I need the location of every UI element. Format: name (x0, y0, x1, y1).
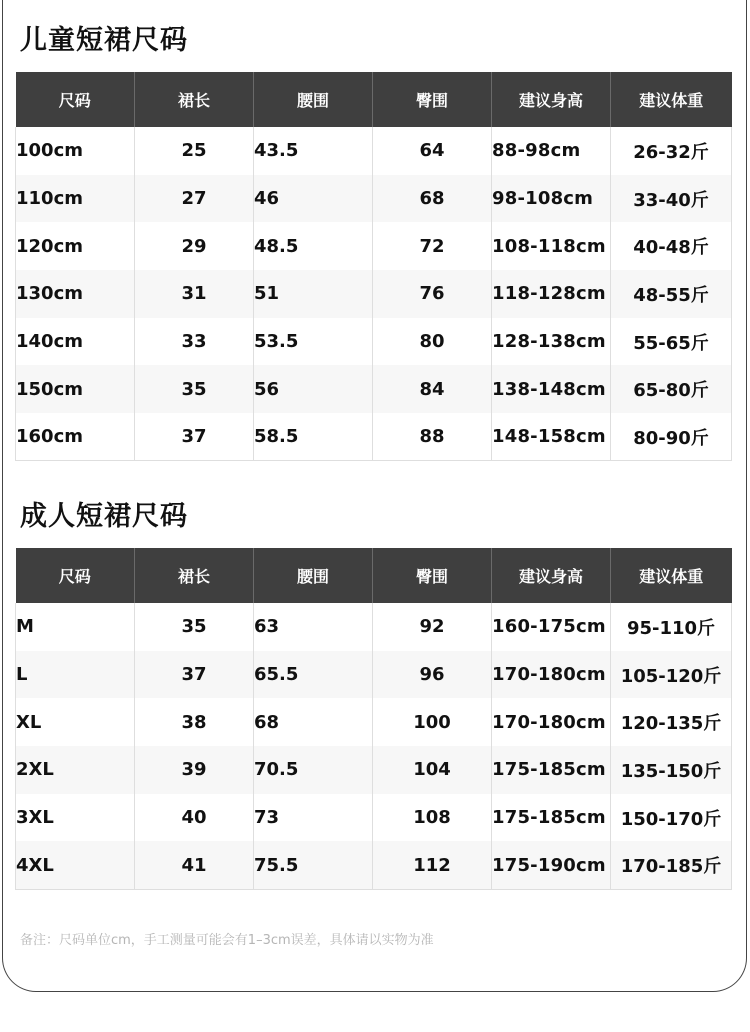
waist-cell: 53.5 (254, 318, 373, 366)
suggested-weight-cell: 65-80斤 (611, 365, 732, 413)
suggested-weight-cell: 33-40斤 (611, 175, 732, 223)
suggested-weight-cell: 80-90斤 (611, 413, 732, 461)
size-cell: 110cm (16, 175, 135, 223)
suggested-weight-cell: 150-170斤 (611, 794, 732, 842)
skirt-length-cell: 41 (135, 841, 254, 889)
table-row (16, 794, 732, 842)
hip-cell: 104 (373, 746, 492, 794)
suggested-weight-cell: 26-32斤 (611, 127, 732, 175)
table-row (16, 603, 732, 651)
size-cell: 130cm (16, 270, 135, 318)
suggested-height-cell: 175-185cm (492, 746, 611, 794)
waist-cell: 65.5 (254, 651, 373, 699)
waist-cell: 68 (254, 698, 373, 746)
suggested-weight-cell: 105-120斤 (611, 651, 732, 699)
hip-cell: 108 (373, 794, 492, 842)
suggested-height-cell: 88-98cm (492, 127, 611, 175)
size-cell: 2XL (16, 746, 135, 794)
waist-cell: 63 (254, 603, 373, 651)
size-cell: XL (16, 698, 135, 746)
hip-cell: 96 (373, 651, 492, 699)
column-header-waist: 腰围 (254, 548, 373, 603)
skirt-length-cell: 40 (135, 794, 254, 842)
suggested-weight-cell: 135-150斤 (611, 746, 732, 794)
table-row (16, 651, 732, 699)
column-header-skirt-length: 裙长 (135, 548, 254, 603)
size-cell: L (16, 651, 135, 699)
column-header-suggested-height: 建议身高 (492, 72, 611, 127)
skirt-length-cell: 35 (135, 603, 254, 651)
waist-cell: 58.5 (254, 413, 373, 461)
column-header-hip: 臀围 (373, 72, 492, 127)
table-row (16, 127, 732, 175)
column-header-suggested-height: 建议身高 (492, 548, 611, 603)
column-header-suggested-weight: 建议体重 (611, 548, 732, 603)
waist-cell: 48.5 (254, 222, 373, 270)
skirt-length-cell: 37 (135, 651, 254, 699)
waist-cell: 73 (254, 794, 373, 842)
table-row (16, 318, 732, 366)
adult-size-table (15, 548, 732, 890)
hip-cell: 88 (373, 413, 492, 461)
waist-cell: 46 (254, 175, 373, 223)
adult-size-chart-title: 成人短裙尺码 (20, 501, 188, 532)
size-cell: 140cm (16, 318, 135, 366)
hip-cell: 80 (373, 318, 492, 366)
suggested-weight-cell: 120-135斤 (611, 698, 732, 746)
table-row (16, 222, 732, 270)
column-header-size: 尺码 (16, 548, 135, 603)
size-cell: 120cm (16, 222, 135, 270)
waist-cell: 75.5 (254, 841, 373, 889)
hip-cell: 68 (373, 175, 492, 223)
size-cell: 100cm (16, 127, 135, 175)
kids-size-chart-title: 儿童短裙尺码 (20, 25, 188, 56)
hip-cell: 72 (373, 222, 492, 270)
measurement-note: 备注：尺码单位cm，手工测量可能会有1–3cm误差，具体请以实物为准 (20, 933, 434, 948)
waist-cell: 43.5 (254, 127, 373, 175)
suggested-height-cell: 170-180cm (492, 651, 611, 699)
suggested-weight-cell: 95-110斤 (611, 603, 732, 651)
table-row (16, 698, 732, 746)
size-cell: 160cm (16, 413, 135, 461)
skirt-length-cell: 27 (135, 175, 254, 223)
size-cell: 150cm (16, 365, 135, 413)
suggested-height-cell: 118-128cm (492, 270, 611, 318)
hip-cell: 84 (373, 365, 492, 413)
table-row (16, 175, 732, 223)
column-header-size: 尺码 (16, 72, 135, 127)
column-header-waist: 腰围 (254, 72, 373, 127)
hip-cell: 100 (373, 698, 492, 746)
table-header-row (16, 548, 732, 603)
suggested-weight-cell: 170-185斤 (611, 841, 732, 889)
size-cell: M (16, 603, 135, 651)
hip-cell: 92 (373, 603, 492, 651)
waist-cell: 51 (254, 270, 373, 318)
suggested-height-cell: 148-158cm (492, 413, 611, 461)
size-cell: 4XL (16, 841, 135, 889)
skirt-length-cell: 38 (135, 698, 254, 746)
skirt-length-cell: 33 (135, 318, 254, 366)
suggested-height-cell: 175-190cm (492, 841, 611, 889)
suggested-height-cell: 108-118cm (492, 222, 611, 270)
table-row (16, 413, 732, 461)
column-header-skirt-length: 裙长 (135, 72, 254, 127)
hip-cell: 76 (373, 270, 492, 318)
waist-cell: 56 (254, 365, 373, 413)
skirt-length-cell: 35 (135, 365, 254, 413)
suggested-height-cell: 160-175cm (492, 603, 611, 651)
hip-cell: 112 (373, 841, 492, 889)
suggested-weight-cell: 40-48斤 (611, 222, 732, 270)
waist-cell: 70.5 (254, 746, 373, 794)
table-row (16, 365, 732, 413)
size-cell: 3XL (16, 794, 135, 842)
suggested-weight-cell: 55-65斤 (611, 318, 732, 366)
skirt-length-cell: 31 (135, 270, 254, 318)
column-header-suggested-weight: 建议体重 (611, 72, 732, 127)
suggested-height-cell: 98-108cm (492, 175, 611, 223)
column-header-hip: 臀围 (373, 548, 492, 603)
suggested-height-cell: 128-138cm (492, 318, 611, 366)
table-header-row (16, 72, 732, 127)
skirt-length-cell: 25 (135, 127, 254, 175)
suggested-height-cell: 138-148cm (492, 365, 611, 413)
skirt-length-cell: 29 (135, 222, 254, 270)
suggested-height-cell: 175-185cm (492, 794, 611, 842)
suggested-weight-cell: 48-55斤 (611, 270, 732, 318)
table-row (16, 746, 732, 794)
hip-cell: 64 (373, 127, 492, 175)
skirt-length-cell: 37 (135, 413, 254, 461)
skirt-length-cell: 39 (135, 746, 254, 794)
kids-size-table (15, 72, 732, 461)
suggested-height-cell: 170-180cm (492, 698, 611, 746)
table-row (16, 270, 732, 318)
table-row (16, 841, 732, 889)
